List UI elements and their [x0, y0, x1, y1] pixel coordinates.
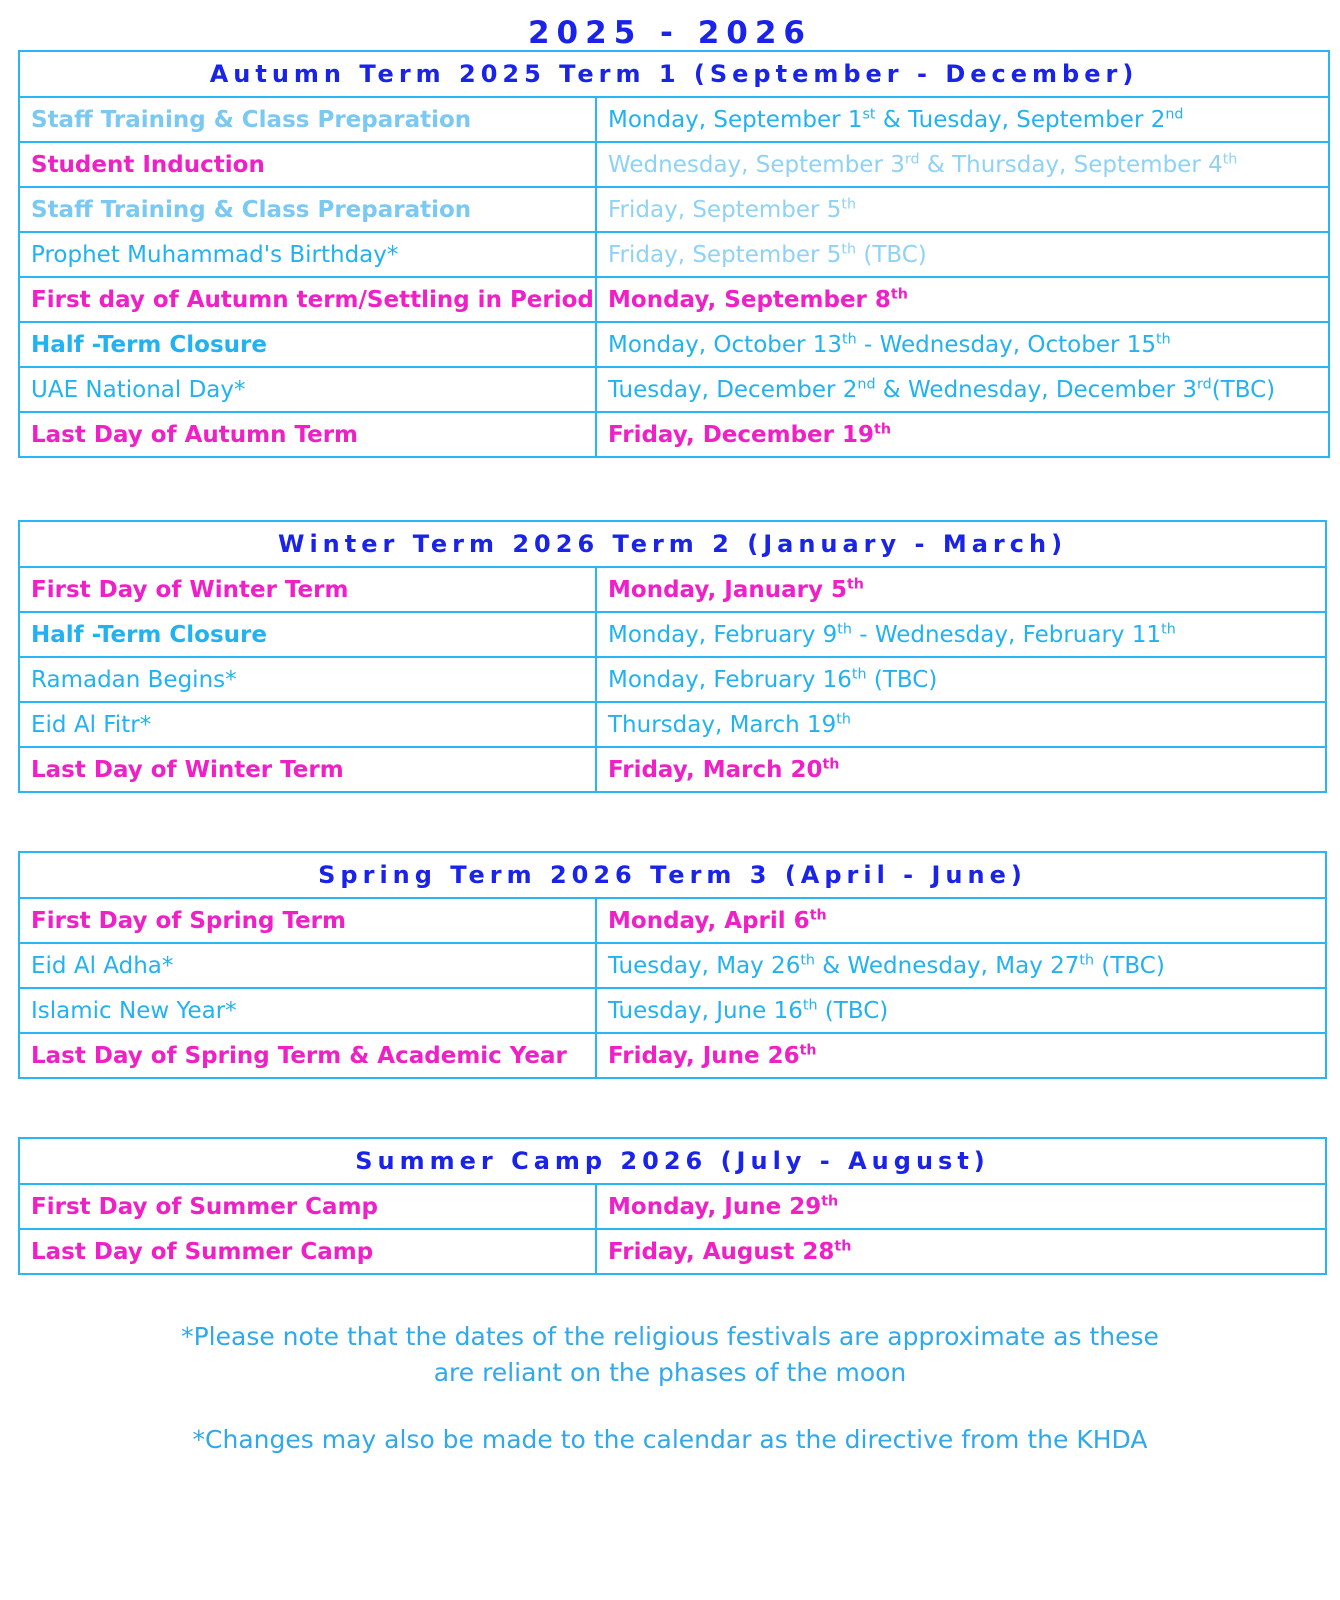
table-row [19, 1184, 1326, 1229]
event-date: Monday, June 29th [596, 1184, 1326, 1229]
event-label: Eid Al Adha* [19, 943, 596, 988]
event-label: First Day of Spring Term [19, 898, 596, 943]
table-row [19, 277, 1329, 322]
table-row [19, 1033, 1326, 1078]
event-label: First Day of Winter Term [19, 567, 596, 612]
event-date: Monday, October 13th - Wednesday, October 15th [596, 322, 1329, 367]
table-row [19, 702, 1326, 747]
event-label: Staff Training & Class Preparation [19, 97, 596, 142]
term-table [18, 1137, 1327, 1275]
term-header-title: Autumn Term 2025 Term 1 (September - December) [19, 51, 1329, 97]
table-row [19, 142, 1329, 187]
table-row [19, 943, 1326, 988]
event-label: Ramadan Begins* [19, 657, 596, 702]
event-label: Last Day of Summer Camp [19, 1229, 596, 1274]
event-label: Last Day of Autumn Term [19, 412, 596, 457]
event-label: Student Induction [19, 142, 596, 187]
event-date: Friday, September 5th [596, 187, 1329, 232]
table-row [19, 567, 1326, 612]
table-row [19, 187, 1329, 232]
event-date: Friday, August 28th [596, 1229, 1326, 1274]
term-header-title: Winter Term 2026 Term 2 (January - March) [19, 521, 1326, 567]
event-label: Eid Al Fitr* [19, 702, 596, 747]
event-date: Friday, September 5th (TBC) [596, 232, 1329, 277]
event-label: Staff Training & Class Preparation [19, 187, 596, 232]
footnote: *Please note that the dates of the religious festivals are approximate as these are reliant on the phases of the moon [181, 1322, 1159, 1388]
event-label: First day of Autumn term/Settling in Period [19, 277, 596, 322]
term-header-title: Summer Camp 2026 (July - August) [19, 1138, 1326, 1184]
event-label: Half -Term Closure [19, 322, 596, 367]
term-table [18, 520, 1327, 793]
event-date: Monday, January 5th [596, 567, 1326, 612]
table-row [19, 898, 1326, 943]
term-header-row [19, 51, 1329, 97]
event-date: Monday, April 6th [596, 898, 1326, 943]
event-label: Last Day of Winter Term [19, 747, 596, 792]
table-row [19, 97, 1329, 142]
table-row [19, 322, 1329, 367]
event-label: Half -Term Closure [19, 612, 596, 657]
event-date: Friday, March 20th [596, 747, 1326, 792]
table-spacer [0, 793, 1340, 851]
page-title: 2025 - 2026 [527, 15, 812, 51]
event-label: Prophet Muhammad's Birthday* [19, 232, 596, 277]
footnotes [0, 1319, 1340, 1458]
table-row [19, 612, 1326, 657]
event-date: Tuesday, December 2nd & Wednesday, December 3rd(TBC) [596, 367, 1329, 412]
event-date: Tuesday, June 16th (TBC) [596, 988, 1326, 1033]
term-header-title: Spring Term 2026 Term 3 (April - June) [19, 852, 1326, 898]
table-row [19, 412, 1329, 457]
event-date: Friday, December 19th [596, 412, 1329, 457]
term-header-row [19, 521, 1326, 567]
table-row [19, 657, 1326, 702]
term-table [18, 851, 1327, 1079]
event-label: Islamic New Year* [19, 988, 596, 1033]
event-date: Monday, February 9th - Wednesday, February 11th [596, 612, 1326, 657]
event-date: Monday, September 1st & Tuesday, September 2nd [596, 97, 1329, 142]
table-row [19, 232, 1329, 277]
term-header-row [19, 1138, 1326, 1184]
event-date: Monday, February 16th (TBC) [596, 657, 1326, 702]
term-table [18, 50, 1330, 458]
footnote: *Changes may also be made to the calendar as the directive from the KHDA [192, 1424, 1148, 1454]
event-label: Last Day of Spring Term & Academic Year [19, 1033, 596, 1078]
event-date: Monday, September 8th [596, 277, 1329, 322]
event-date: Tuesday, May 26th & Wednesday, May 27th (TBC) [596, 943, 1326, 988]
term-header-row [19, 852, 1326, 898]
table-spacer [0, 1079, 1340, 1137]
event-label: UAE National Day* [19, 367, 596, 412]
event-date: Wednesday, September 3rd & Thursday, September 4th [596, 142, 1329, 187]
event-date: Thursday, March 19th [596, 702, 1326, 747]
table-spacer [0, 458, 1340, 520]
table-row [19, 367, 1329, 412]
calendar-tables [0, 50, 1340, 1275]
event-date: Friday, June 26th [596, 1033, 1326, 1078]
table-row [19, 988, 1326, 1033]
event-label: First Day of Summer Camp [19, 1184, 596, 1229]
table-row [19, 747, 1326, 792]
table-row [19, 1229, 1326, 1274]
